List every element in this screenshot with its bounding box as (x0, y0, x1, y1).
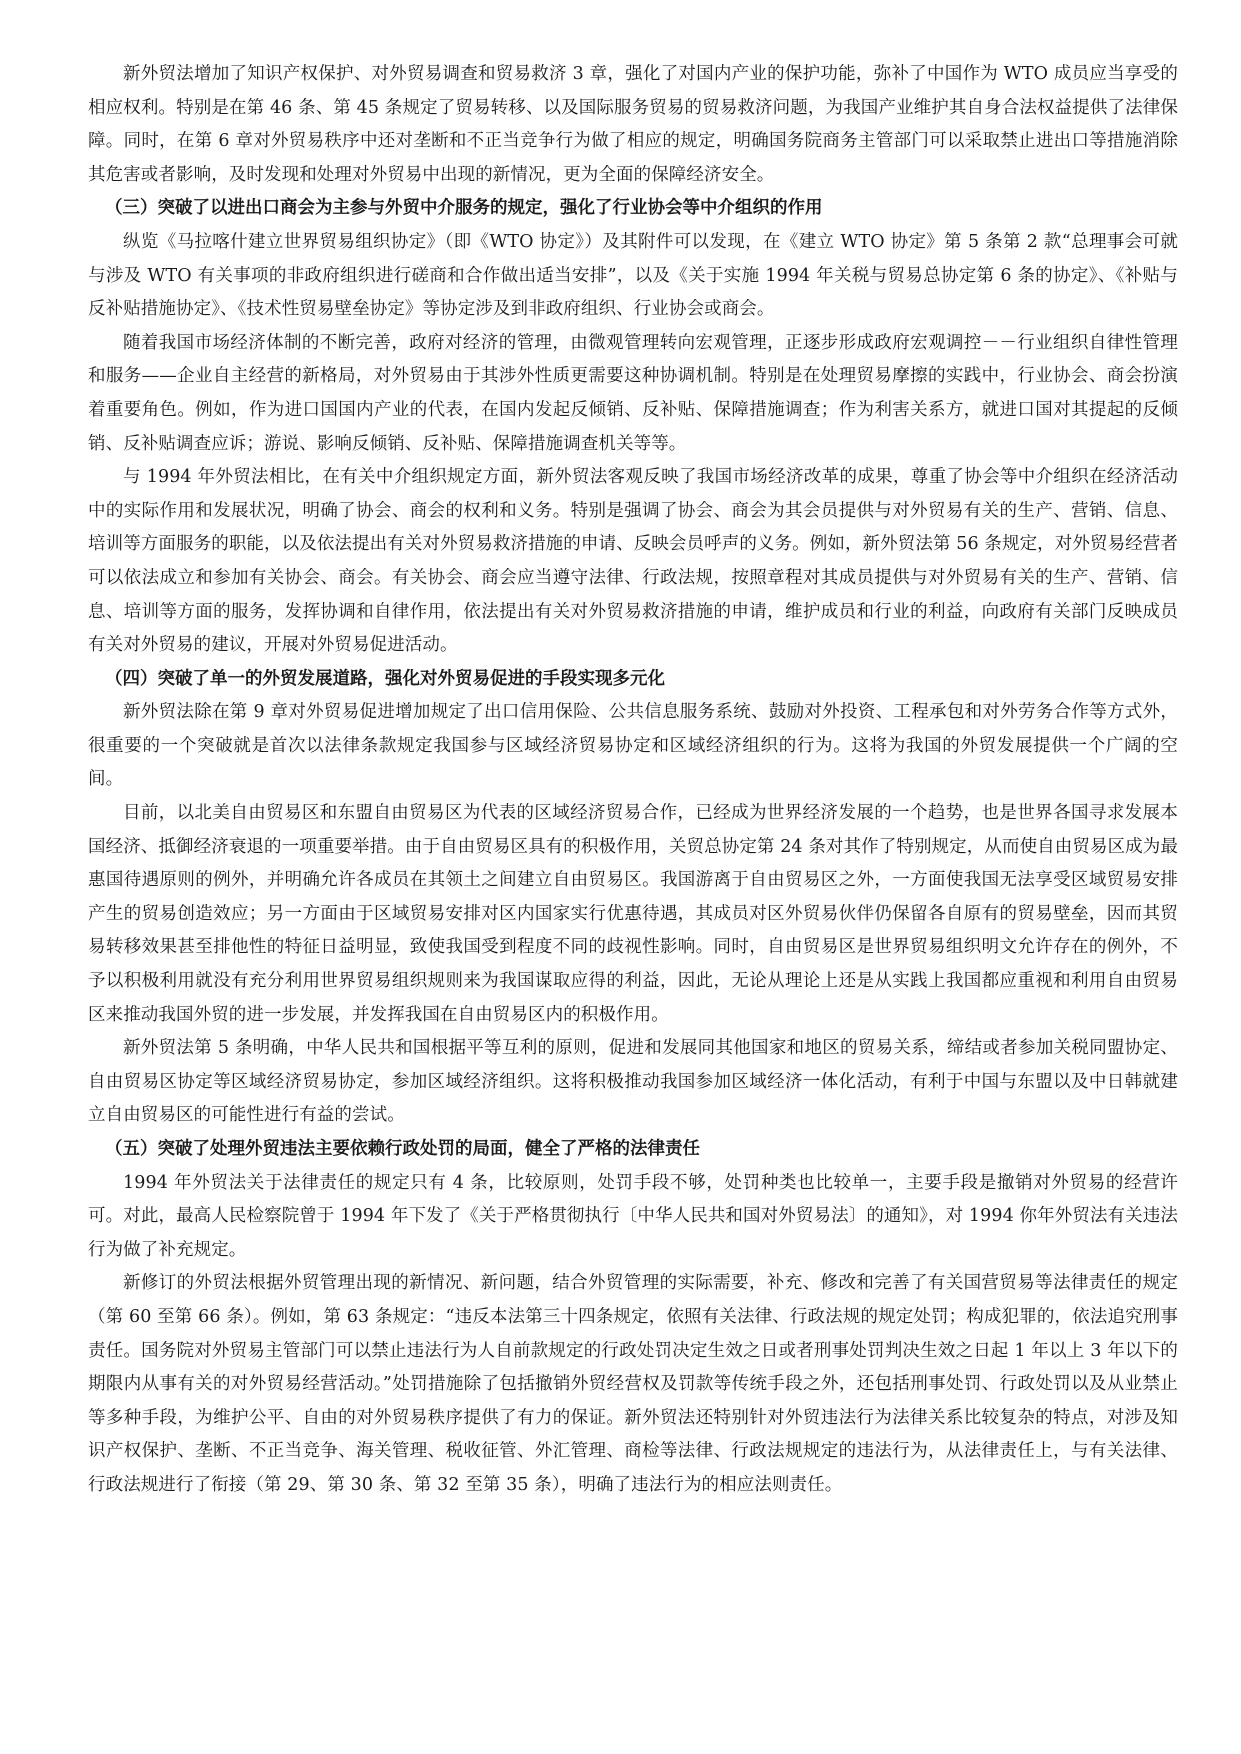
paragraph: 新外贸法增加了知识产权保护、对外贸易调查和贸易救济 3 章，强化了对国内产业的保护功能，弥补了中国作为 WTO 成员应当享受的相应权利。特别是在第 46 条、第 45 条规定了贸易转移、以及国际服务贸易的贸易救济问题，为我国产业维护其自身合法权益提供了法律保障。同时，在第 6 章对外贸易秩序中还对垄断和不正当竞争行为做了相应的规定，明确国务院商务主管部门可以采取禁止进出口等措施消除其危害或者影响，及时发现和处理对外贸易中出现的新情况，更为全面的保障经济安全。 (88, 64, 1178, 185)
paragraph: 目前，以北美自由贸易区和东盟自由贸易区为代表的区域经济贸易合作，已经成为世界经济发展的一个趋势，也是世界各国寻求发展本国经济、抵御经济衰退的一项重要举措。由于自由贸易区具有的积极作用，关贸总协定第 24 条对其作了特别规定，从而使自由贸易区成为最惠国待遇原则的例外，并明确允许各成员在其领土之间建立自由贸易区。我国游离于自由贸易区之外，一方面使我国无法享受区域贸易安排产生的贸易创造效应；另一方面由于区域贸易安排对区内国家实行优惠待遇，其成员对区外贸易伙伴仍保留各自原有的贸易壁垒，因而其贸易转移效果甚至排他性的特征日益明显，致使我国受到程度不同的歧视性影响。同时，自由贸易区是世界贸易组织明文允许存在的例外，不予以积极利用就没有充分利用世界贸易组织规则来为我国谋取应得的利益，因此，无论从理论上还是从实践上我国都应重视和利用自由贸易区来推动我国外贸的进一步发展，并发挥我国在自由贸易区内的积极作用。 (88, 803, 1178, 1025)
paragraph: 纵览《马拉喀什建立世界贸易组织协定》（即《WTO 协定》）及其附件可以发现，在《建立 WTO 协定》第 5 条第 2 款“总理事会可就与涉及 WTO 有关事项的非政府组织进行磋商和合作做出适当安排”，以及《关于实施 1994 年关税与贸易总协定第 6 条的协定》、《补贴与反补贴措施协定》、《技术性贸易壁垒协定》等协定涉及到非政府组织、行业协会或商会。 (88, 231, 1178, 320)
paragraph: 1994 年外贸法关于法律责任的规定只有 4 条，比较原则，处罚手段不够，处罚种类也比较单一，主要手段是撤销对外贸易的经营许可。对此，最高人民检察院曾于 1994 年下发了《关于严格贯彻执行〔中华人民共和国对外贸易法〕的通知》，对 1994 你年外贸法有关违法行为做了补充规定。 (88, 1172, 1178, 1260)
section-heading: （五）突破了处理外贸违法主要依赖行政处罚的局面，健全了严格的法律责任 (105, 1139, 700, 1159)
paragraph: 新修订的外贸法根据外贸管理出现的新情况、新问题，结合外贸管理的实际需要，补充、修改和完善了有关国营贸易等法律责任的规定（第 60 至第 66 条）。例如，第 63 条规定：“违反本法第三十四条规定，依照有关法律、行政法规的规定处罚；构成犯罪的，依法追究刑事责任。国务院对外贸易主管部门可以禁止违法行为人自前款规定的行政处罚决定生效之日或者刑事处罚判决生效之日起 1 年以上 3 年以下的期限内从事有关的对外贸易经营活动。”处罚措施除了包括撤销外贸经营权及罚款等传统手段之外，还包括刑事处罚、行政处罚以及从业禁止等多种手段，为维护公平、自由的对外贸易秩序提供了有力的保证。新外贸法还特别针对外贸违法行为法律关系比较复杂的特点，对涉及知识产权保护、垄断、不正当竞争、海关管理、税收征管、外汇管理、商检等法律、行政法规规定的违法行为，从法律责任上，与有关法律、行政法规进行了衔接（第 29、第 30 条、第 32 至第 35 条），明确了违法行为的相应法则责任。 (88, 1273, 1178, 1495)
section-heading: （四）突破了单一的外贸发展道路，强化对外贸易促进的手段实现多元化 (105, 668, 665, 689)
paragraph: 随着我国市场经济体制的不断完善，政府对经济的管理，由微观管理转向宏观管理，正逐步形成政府宏观调控－－行业组织自律性管理和服务——企业自主经营的新格局，对外贸易由于其涉外性质更需要这种协调机制。特别是在处理贸易摩擦的实践中，行业协会、商会扮演着重要角色。例如，作为进口国国内产业的代表，在国内发起反倾销、反补贴、保障措施调查；作为利害关系方，就进口国对其提起的反倾销、反补贴调查应诉；游说、影响反倾销、反补贴、保障措施调查机关等等。 (88, 332, 1178, 454)
paragraph: 新外贸法除在第 9 章对外贸易促进增加规定了出口信用保险、公共信息服务系统、鼓励对外投资、工程承包和对外劳务合作等方式外，很重要的一个突破就是首次以法律条款规定我国参与区域经济贸易协定和区域经济组织的行为。这将为我国的外贸发展提供一个广阔的空间。 (88, 702, 1178, 790)
document-page (88, 58, 1178, 1503)
paragraph: 新外贸法第 5 条明确，中华人民共和国根据平等互利的原则，促进和发展同其他国家和地区的贸易关系，缔结或者参加关税同盟协定、自由贸易区协定等区域经济贸易协定，参加区域经济组织。这将积极推动我国参加区域经济一体化活动，有利于中国与东盟以及中日韩就建立自由贸易区的可能性进行有益的尝试。 (88, 1038, 1178, 1126)
section-heading: （三）突破了以进出口商会为主参与外贸中介服务的规定，强化了行业协会等中介组织的作用 (105, 198, 823, 219)
paragraph: 与 1994 年外贸法相比，在有关中介组织规定方面，新外贸法客观反映了我国市场经济改革的成果，尊重了协会等中介组织在经济活动中的实际作用和发展状况，明确了协会、商会的权利和义务。特别是强调了协会、商会为其会员提供与对外贸易有关的生产、营销、信息、培训等方面服务的职能，以及依法提出有关对外贸易救济措施的申请、反映会员呼声的义务。例如，新外贸法第 56 条规定，对外贸易经营者可以依法成立和参加有关协会、商会。有关协会、商会应当遵守法律、行政法规，按照章程对其成员提供与对外贸易有关的生产、营销、信息、培训等方面的服务，发挥协调和自律作用，依法提出有关对外贸易救济措施的申请，维护成员和行业的利益，向政府有关部门反映成员有关对外贸易的建议，开展对外贸易促进活动。 (88, 467, 1178, 656)
